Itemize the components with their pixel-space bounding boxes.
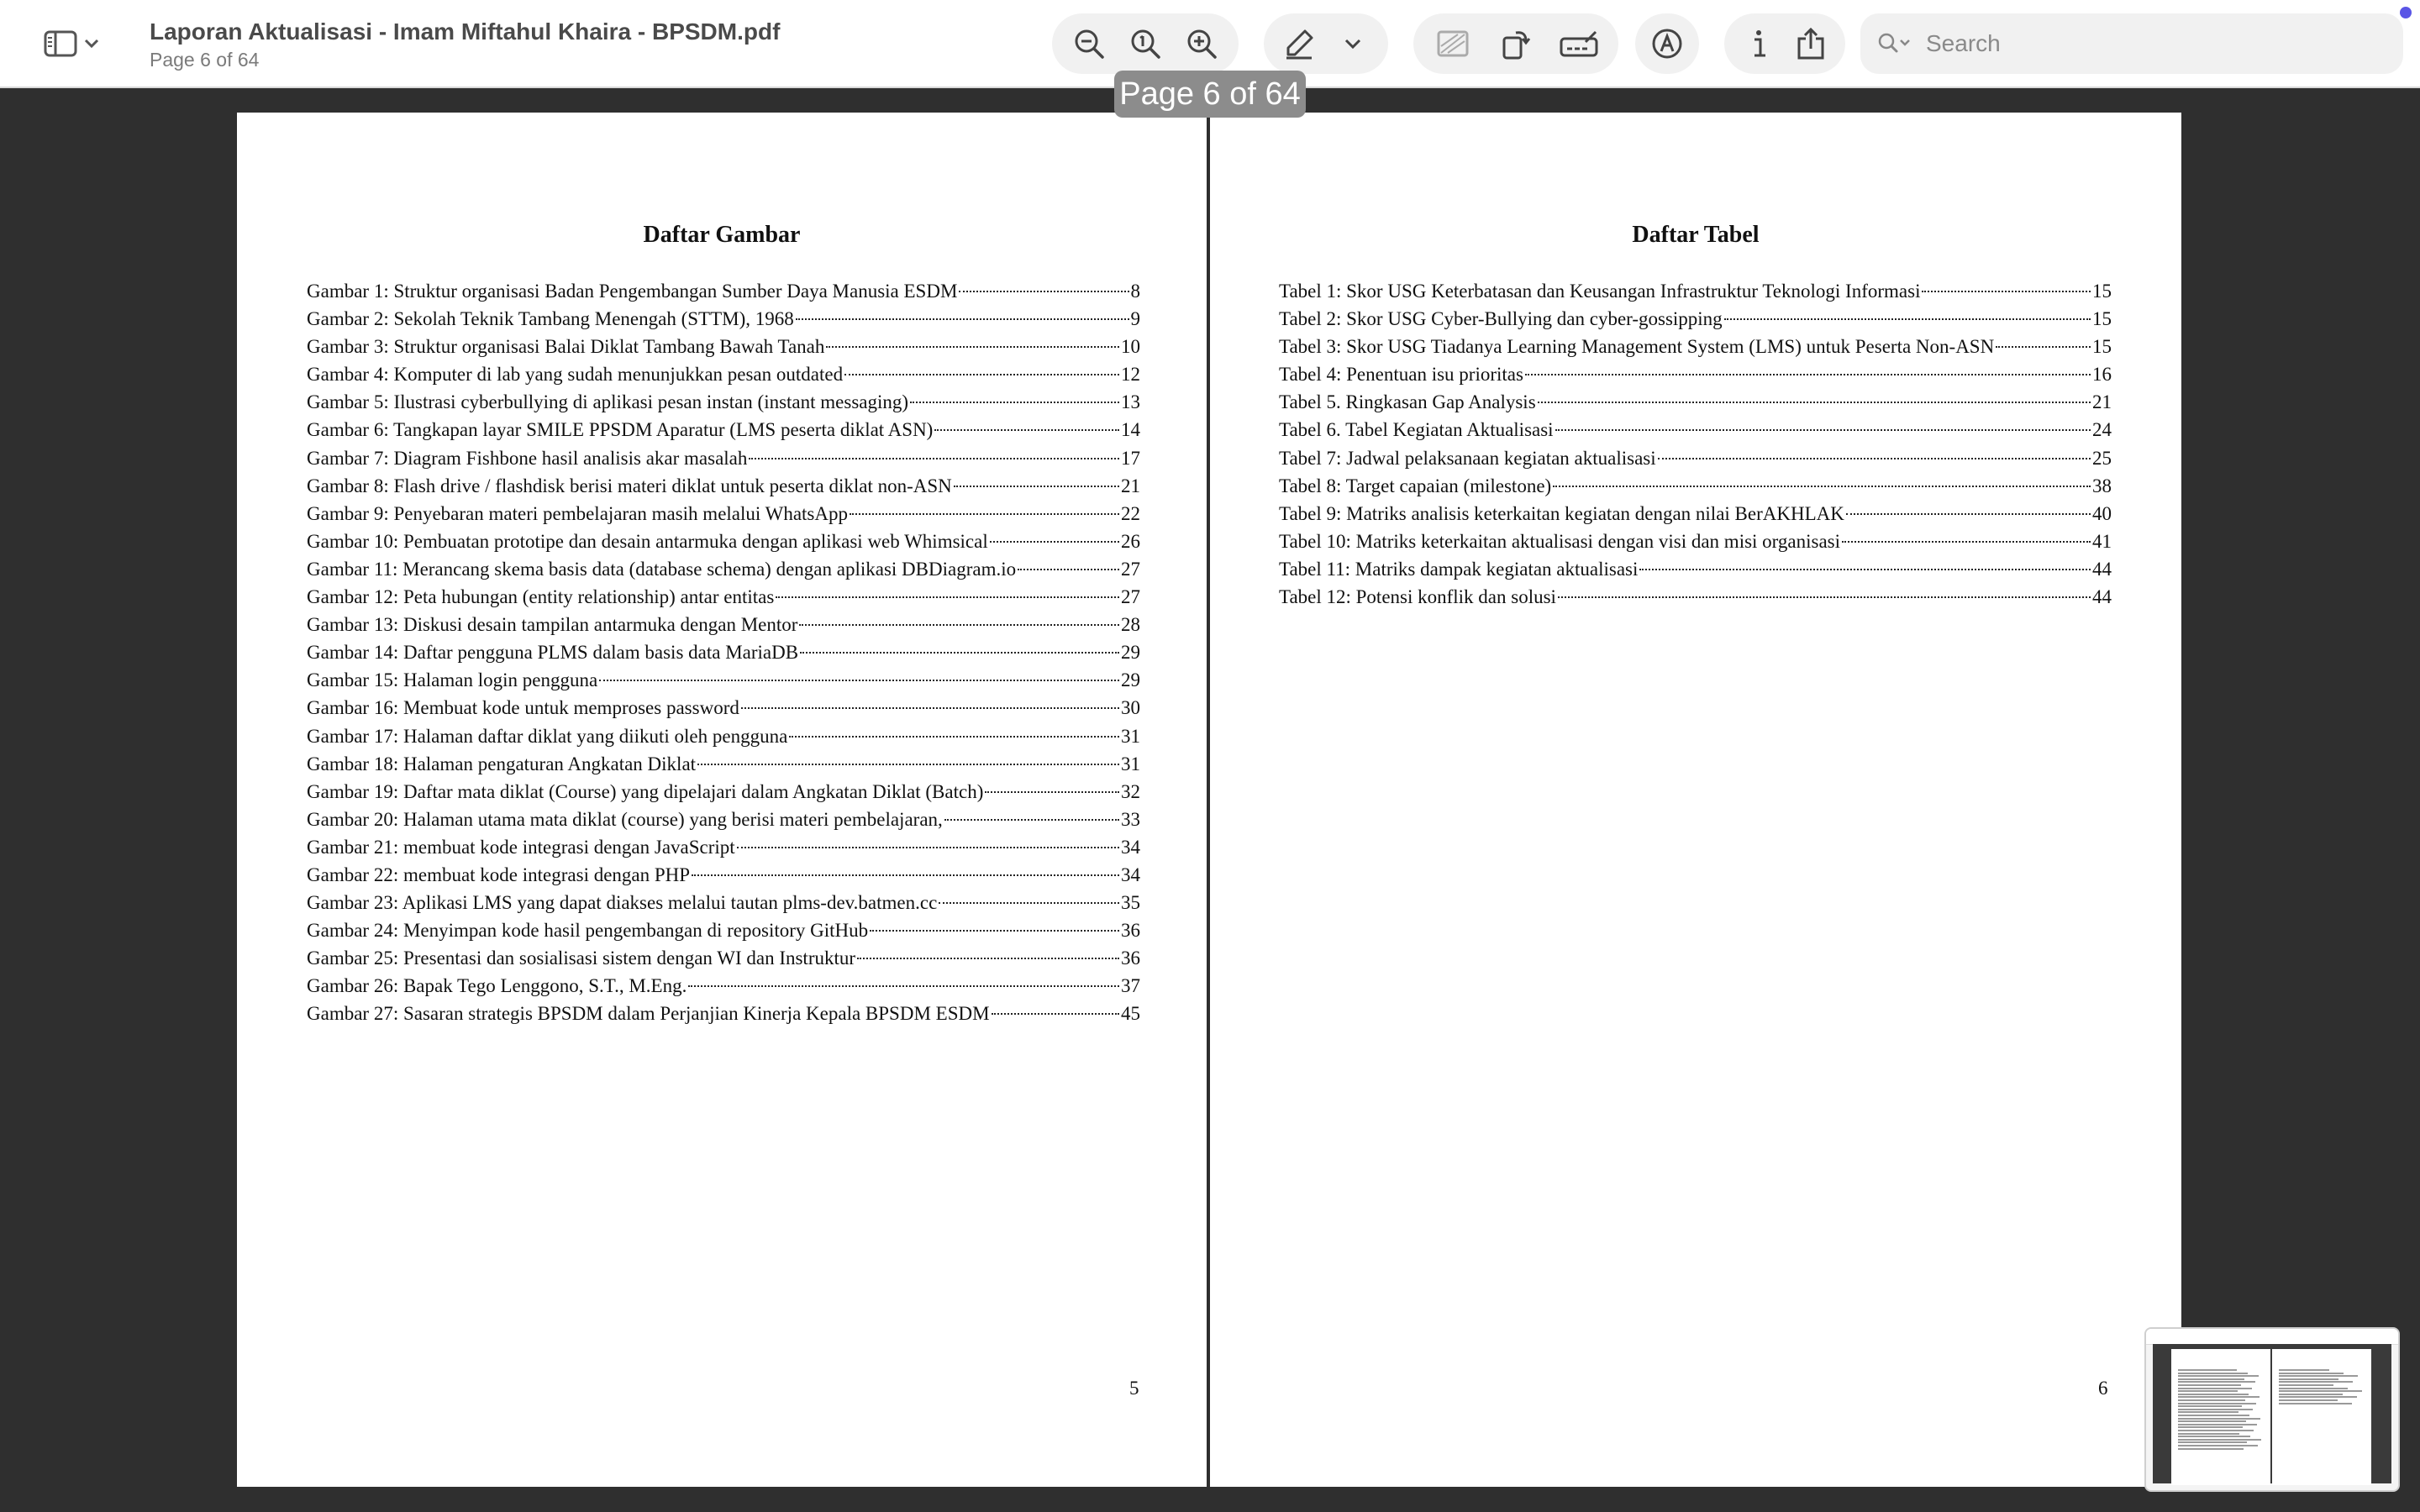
toc-entry-page: 34 (1121, 864, 1140, 885)
thumbnail-line (2178, 1399, 2245, 1401)
toc-entry-page: 17 (1121, 447, 1140, 469)
page-number: 6 (2098, 1378, 2108, 1399)
toc-entry-title: Gambar 15: Halaman login pengguna (307, 669, 598, 691)
toc-leader-dots (741, 707, 1119, 709)
toc-entry-title: Gambar 4: Komputer di lab yang sudah menunjukkan pesan outdated (307, 364, 844, 386)
toc-entry[interactable] (307, 500, 1140, 528)
thumbnail-line (2279, 1375, 2358, 1377)
rotate-icon (1501, 28, 1531, 60)
toc-entry[interactable] (1279, 360, 2112, 388)
toc-entry-title: Tabel 6. Tabel Kegiatan Aktualisasi (1279, 419, 1554, 441)
toc-leader-dots (857, 958, 1119, 959)
toc-entry-title: Gambar 7: Diagram Fishbone hasil analisis akar masalah (307, 447, 748, 469)
toc-entry[interactable] (307, 528, 1140, 555)
toc-entry-page: 44 (2092, 558, 2112, 580)
toc-leader-dots (850, 513, 1119, 515)
toc-entry-page: 12 (1121, 364, 1140, 386)
toc-entry-title: Gambar 10: Pembuatan prototipe dan desain antarmuka dengan aplikasi web Whimsical (307, 530, 988, 552)
toc-entry[interactable] (307, 861, 1140, 889)
thumbnail-line (2178, 1405, 2242, 1407)
toc-leader-dots (990, 541, 1119, 543)
toc-leader-dots (910, 402, 1119, 403)
thumbnail-line (2279, 1390, 2362, 1392)
toc-entry-page: 27 (1121, 586, 1140, 608)
thumbnail-line (2178, 1448, 2244, 1450)
crop-button[interactable] (1428, 18, 1478, 69)
search-input[interactable] (1924, 29, 2381, 58)
thumbnail-line (2178, 1403, 2256, 1404)
toc-leader-dots (800, 652, 1119, 654)
info-icon (1749, 28, 1769, 60)
signature-button[interactable] (1554, 18, 1604, 69)
toc-entry-page: 41 (2092, 530, 2112, 552)
thumbnail-line (2178, 1373, 2248, 1374)
toc-leader-dots (737, 847, 1119, 848)
sidebar-toggle-button[interactable] (44, 25, 111, 62)
toc-entry[interactable] (1279, 416, 2112, 444)
toc-leader-dots (1922, 291, 2091, 292)
thumbnail-line (2279, 1399, 2338, 1401)
page-heading: Daftar Tabel (1632, 222, 1760, 248)
toc-entry-title: Gambar 11: Merancang skema basis data (database schema) dengan aplikasi DBDiagram.io (307, 558, 1017, 580)
toc-leader-dots (870, 930, 1119, 932)
toc-entry-title: Gambar 17: Halaman daftar diklat yang diikuti oleh pengguna (307, 725, 788, 747)
list-of-figures (307, 277, 1140, 1028)
toc-leader-dots (954, 486, 1119, 487)
zoom-out-button[interactable] (1064, 18, 1114, 69)
toc-entry[interactable] (1279, 500, 2112, 528)
toc-entry[interactable] (307, 360, 1140, 388)
toc-entry-page: 40 (2092, 502, 2112, 524)
toc-entry-title: Tabel 3: Skor USG Tiadanya Learning Management System (LMS) untuk Peserta Non-ASN (1279, 336, 1995, 358)
toc-entry-page: 29 (1121, 642, 1140, 664)
highlight-button[interactable] (1274, 18, 1324, 69)
thumbnail-line (2178, 1445, 2258, 1446)
toc-entry[interactable] (1279, 333, 2112, 360)
toc-entry-title: Tabel 7: Jadwal pelaksanaan kegiatan aktualisasi (1279, 447, 1656, 469)
toc-entry[interactable] (307, 694, 1140, 722)
toc-entry[interactable] (1279, 583, 2112, 611)
thumbnail-line (2279, 1384, 2333, 1386)
toc-entry-title: Gambar 23: Aplikasi LMS yang dapat diakses melalui tautan plms-dev.batmen.cc (307, 892, 938, 914)
toc-entry[interactable] (1279, 305, 2112, 333)
toc-entry-title: Gambar 5: Ilustrasi cyberbullying di aplikasi pesan instan (instant messaging) (307, 391, 909, 413)
toc-entry-page: 28 (1121, 614, 1140, 636)
toc-entry-title: Tabel 2: Skor USG Cyber-Bullying dan cyber-gossipping (1279, 308, 1723, 330)
toc-entry-title: Gambar 12: Peta hubungan (entity relationship) antar entitas (307, 586, 775, 608)
toc-leader-dots (749, 458, 1119, 459)
actual-size-icon (1129, 28, 1161, 60)
toc-entry[interactable] (307, 666, 1140, 694)
toc-entry[interactable] (307, 833, 1140, 861)
toc-leader-dots (1996, 346, 2091, 348)
toc-entry-title: Gambar 27: Sasaran strategis BPSDM dalam Perjanjian Kinerja Kepala BPSDM ESDM (307, 1003, 990, 1025)
toc-entry[interactable] (307, 806, 1140, 833)
toc-entry-title: Gambar 18: Halaman pengaturan Angkatan Diklat (307, 753, 697, 774)
thumbnail-line (2178, 1439, 2261, 1441)
toc-entry-title: Tabel 1: Skor USG Keterbatasan dan Keusangan Infrastruktur Teknologi Informasi (1279, 281, 1921, 302)
toc-entry-page: 15 (2092, 308, 2112, 330)
toc-entry-title: Tabel 8: Target capaian (milestone) (1279, 475, 1552, 496)
toc-entry-page: 10 (1121, 336, 1140, 358)
zoom-in-icon (1186, 28, 1218, 60)
toc-leader-dots (776, 596, 1119, 598)
toc-entry-title: Gambar 14: Daftar pengguna PLMS dalam basis data MariaDB (307, 642, 799, 664)
toc-entry[interactable] (307, 555, 1140, 583)
thumbnail-line (2279, 1381, 2353, 1383)
highlight-controls (1264, 13, 1388, 74)
toc-entry-page: 15 (2092, 281, 2112, 302)
toc-entry[interactable] (307, 333, 1140, 360)
thumbnail-line (2279, 1373, 2344, 1374)
toc-entry-page: 33 (1121, 808, 1140, 830)
signature-icon (1559, 29, 1599, 59)
toc-entry[interactable] (307, 916, 1140, 944)
notification-dot (2400, 7, 2412, 18)
toc-entry-page: 9 (1130, 308, 1140, 330)
toc-leader-dots (985, 791, 1119, 793)
toc-entry[interactable] (1279, 277, 2112, 305)
toc-entry[interactable] (307, 889, 1140, 916)
toc-entry-title: Gambar 21: membuat kode integrasi dengan JavaScript (307, 836, 735, 858)
toc-entry-title: Tabel 11: Matriks dampak kegiatan aktualisasi (1279, 558, 1639, 580)
toc-leader-dots (826, 346, 1119, 348)
toc-entry[interactable] (307, 944, 1140, 972)
toc-leader-dots (599, 680, 1119, 681)
toc-entry-title: Tabel 9: Matriks analisis keterkaitan kegiatan dengan nilai BerAKHLAK (1279, 502, 1844, 524)
page-number: 5 (1129, 1378, 1139, 1399)
toc-entry[interactable] (307, 638, 1140, 666)
thumbnail-line (2178, 1441, 2247, 1443)
toc-entry[interactable] (1279, 472, 2112, 500)
toc-entry[interactable] (307, 750, 1140, 778)
actual-size-button[interactable] (1120, 18, 1171, 69)
toc-entry[interactable] (1279, 555, 2112, 583)
search-field[interactable] (1860, 13, 2403, 74)
toc-leader-dots (959, 291, 1128, 292)
thumbnail-line (2279, 1369, 2329, 1371)
toc-entry[interactable] (307, 305, 1140, 333)
toc-entry-page: 13 (1121, 391, 1140, 413)
toc-entry-title: Tabel 12: Potensi konflik dan solusi (1279, 586, 1556, 608)
zoom-in-button[interactable] (1176, 18, 1227, 69)
toc-leader-dots (939, 902, 1119, 904)
thumbnail-line (2178, 1381, 2255, 1383)
highlight-options-button[interactable] (1328, 18, 1378, 69)
thumbnail-line (2279, 1394, 2343, 1395)
toc-leader-dots (1846, 513, 2091, 515)
thumbnail-line (2178, 1433, 2239, 1435)
thumbnail-line (2178, 1394, 2249, 1395)
toc-entry[interactable] (307, 277, 1140, 305)
toc-entry[interactable] (307, 778, 1140, 806)
thumbnail-line (2178, 1378, 2244, 1380)
toc-entry-page: 29 (1121, 669, 1140, 691)
toc-entry-page: 38 (2092, 475, 2112, 496)
toc-entry-page: 21 (1121, 475, 1140, 496)
thumbnail-line (2178, 1424, 2257, 1425)
toc-entry[interactable] (307, 583, 1140, 611)
toc-entry-title: Gambar 26: Bapak Tego Lenggono, S.T., M.Eng. (307, 975, 687, 997)
toc-entry-page: 37 (1121, 975, 1140, 997)
crop-icon (1436, 29, 1470, 58)
thumbnail-line (2178, 1390, 2238, 1392)
thumbnail-line (2178, 1396, 2260, 1398)
toc-entry[interactable] (307, 1000, 1140, 1027)
thumbnail-line (2178, 1411, 2238, 1413)
chevron-down-icon (1344, 38, 1361, 50)
toc-leader-dots (844, 374, 1119, 375)
toc-entry-page: 22 (1121, 502, 1140, 524)
toc-entry-title: Gambar 8: Flash drive / flashdisk berisi materi diklat untuk peserta diklat non-ASN (307, 475, 952, 496)
thumbnail-line (2178, 1418, 2260, 1420)
toc-entry-page: 14 (1121, 419, 1140, 441)
toc-entry-title: Gambar 20: Halaman utama mata diklat (course) yang berisi materi pembelajaran, (307, 808, 943, 830)
markup-button[interactable] (1642, 18, 1692, 69)
toc-entry-title: Gambar 24: Menyimpan kode hasil pengembangan di repository GitHub (307, 920, 869, 942)
toc-entry-page: 34 (1121, 836, 1140, 858)
toc-leader-dots (1842, 541, 2091, 543)
share-button[interactable] (1786, 18, 1836, 69)
toc-entry-title: Gambar 13: Diskusi desain tampilan antarmuka dengan Mentor (307, 614, 798, 636)
toc-entry-page: 44 (2092, 586, 2112, 608)
toc-entry-page: 30 (1121, 697, 1140, 719)
toc-entry[interactable] (1279, 444, 2112, 472)
thumbnail-line (2279, 1403, 2352, 1404)
page-heading: Daftar Gambar (643, 222, 801, 248)
toc-entry-title: Gambar 1: Struktur organisasi Badan Pengembangan Sumber Daya Manusia ESDM (307, 281, 958, 302)
toc-entry[interactable] (1279, 388, 2112, 416)
toc-leader-dots (944, 819, 1119, 821)
toc-entry-page: 26 (1121, 530, 1140, 552)
thumbnail-line (2178, 1388, 2252, 1389)
toc-leader-dots (799, 624, 1119, 626)
toc-entry-page: 31 (1121, 725, 1140, 747)
chevron-down-icon (84, 39, 99, 49)
thumbnail-line (2178, 1415, 2249, 1416)
toc-entry-title: Gambar 16: Membuat kode untuk memproses password (307, 697, 739, 719)
toc-leader-dots (1525, 374, 2091, 375)
toc-entry-page: 36 (1121, 920, 1140, 942)
document-title: Laporan Aktualisasi - Imam Miftahul Khaira - BPSDM.pdf (150, 18, 781, 45)
zoom-out-icon (1073, 28, 1105, 60)
rotate-button[interactable] (1491, 18, 1541, 69)
toc-entry[interactable] (307, 611, 1140, 638)
markup-controls (1635, 13, 1699, 74)
toc-entry[interactable] (307, 722, 1140, 750)
document-title-block (150, 17, 780, 72)
toc-entry-page: 35 (1121, 892, 1140, 914)
toc-leader-dots (789, 736, 1119, 738)
thumbnail-line (2178, 1375, 2259, 1377)
toc-entry[interactable] (307, 444, 1140, 472)
toc-entry[interactable] (307, 416, 1140, 444)
toc-leader-dots (796, 318, 1129, 320)
info-button[interactable] (1733, 18, 1784, 69)
document-page-indicator: Page 6 of 64 (150, 49, 260, 71)
toc-leader-dots (1538, 402, 2091, 403)
list-of-tables (1279, 277, 2112, 611)
toc-entry-page: 15 (2092, 336, 2112, 358)
sidebar-icon (44, 30, 77, 57)
pdf-page-left (237, 113, 1207, 1487)
toc-leader-dots (1724, 318, 2091, 320)
toc-entry[interactable] (307, 472, 1140, 500)
toc-entry-page: 45 (1121, 1003, 1140, 1025)
highlighter-icon (1283, 28, 1315, 60)
toc-entry-title: Tabel 5. Ringkasan Gap Analysis (1279, 391, 1536, 413)
markup-icon (1651, 28, 1683, 60)
thumbnail-line (2279, 1378, 2338, 1380)
pdf-page-right (1210, 113, 2181, 1487)
toc-leader-dots (1018, 569, 1119, 570)
info-share-controls (1724, 13, 1845, 74)
toc-leader-dots (688, 985, 1119, 987)
thumbnail-line (2279, 1396, 2357, 1398)
thumbnail-line (2279, 1388, 2348, 1389)
thumbnail-line (2178, 1420, 2246, 1422)
toc-entry-page: 16 (2092, 364, 2112, 386)
toc-leader-dots (1639, 569, 2091, 570)
toc-entry-title: Gambar 3: Struktur organisasi Balai Diklat Tambang Bawah Tanah (307, 336, 825, 358)
thumbnail-line (2178, 1369, 2237, 1371)
thumbnail-line (2178, 1409, 2253, 1410)
toc-entry-title: Gambar 6: Tangkapan layar SMILE PPSDM Aparatur (LMS peserta diklat ASN) (307, 419, 934, 441)
zoom-controls (1052, 13, 1239, 74)
toc-entry-page: 27 (1121, 558, 1140, 580)
toc-leader-dots (692, 874, 1119, 876)
toc-leader-dots (1558, 596, 2091, 598)
search-icon (1877, 32, 1912, 55)
toc-entry-title: Gambar 2: Sekolah Teknik Tambang Menengah (STTM), 1968 (307, 308, 794, 330)
edit-controls (1413, 13, 1618, 74)
thumbnail-line (2178, 1384, 2241, 1386)
toc-entry-title: Gambar 9: Penyebaran materi pembelajaran masih melalui WhatsApp (307, 502, 848, 524)
toc-entry[interactable] (1279, 528, 2112, 555)
toc-entry-page: 21 (2092, 391, 2112, 413)
toc-entry-page: 31 (1121, 753, 1140, 774)
toc-entry-page: 32 (1121, 780, 1140, 802)
toc-leader-dots (1555, 429, 2091, 431)
toc-entry-page: 25 (2092, 447, 2112, 469)
thumbnail-line (2178, 1430, 2254, 1431)
toc-entry-title: Tabel 10: Matriks keterkaitan aktualisasi dengan visi dan misi organisasi (1279, 530, 1841, 552)
toc-entry-title: Gambar 22: membuat kode integrasi dengan PHP (307, 864, 691, 885)
toc-entry-page: 36 (1121, 948, 1140, 969)
share-icon (1796, 27, 1826, 60)
toc-leader-dots (697, 764, 1119, 765)
toc-entry-title: Gambar 25: Presentasi dan sosialisasi sistem dengan WI dan Instruktur (307, 948, 856, 969)
toc-entry-title: Gambar 19: Daftar mata diklat (Course) yang dipelajari dalam Angkatan Diklat (Batch) (307, 780, 984, 802)
toc-entry-title: Tabel 4: Penentuan isu prioritas (1279, 364, 1523, 386)
toc-entry[interactable] (307, 388, 1140, 416)
thumbnail-line (2178, 1436, 2250, 1437)
toc-leader-dots (1658, 458, 2091, 459)
toc-entry-page: 8 (1130, 281, 1140, 302)
toc-leader-dots (934, 429, 1119, 431)
toc-entry-page: 24 (2092, 419, 2112, 441)
toc-leader-dots (992, 1013, 1119, 1015)
page-indicator-overlay: Page 6 of 64 (1114, 71, 1306, 118)
toc-entry[interactable] (307, 972, 1140, 1000)
thumbnail-line (2178, 1426, 2243, 1428)
page-thumbnail-preview[interactable] (2144, 1327, 2400, 1492)
toc-leader-dots (1553, 486, 2091, 487)
